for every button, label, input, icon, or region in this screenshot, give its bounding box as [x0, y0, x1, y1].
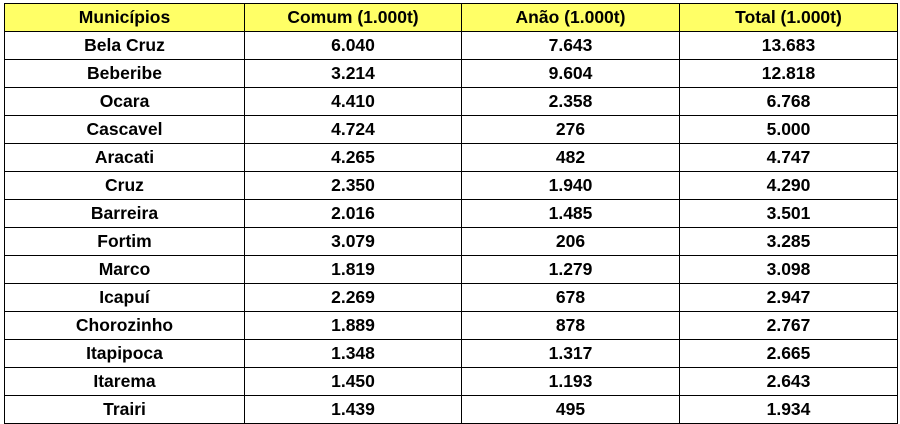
header-comum: Comum (1.000t)	[245, 4, 462, 32]
cell-comum: 4.410	[245, 88, 462, 116]
cell-municipio: Ocara	[5, 88, 245, 116]
cell-total: 1.934	[680, 396, 898, 424]
cell-comum: 3.079	[245, 228, 462, 256]
cell-total: 4.290	[680, 172, 898, 200]
cell-municipio: Trairi	[5, 396, 245, 424]
cell-total: 6.768	[680, 88, 898, 116]
cell-municipio: Beberibe	[5, 60, 245, 88]
cell-total: 3.285	[680, 228, 898, 256]
cell-total: 13.683	[680, 32, 898, 60]
table-row	[5, 340, 898, 368]
header-total: Total (1.000t)	[680, 4, 898, 32]
cell-anao: 495	[462, 396, 680, 424]
cell-municipio: Bela Cruz	[5, 32, 245, 60]
municipios-table	[4, 3, 898, 424]
table-row	[5, 312, 898, 340]
table-row	[5, 256, 898, 284]
cell-comum: 1.819	[245, 256, 462, 284]
cell-comum: 2.350	[245, 172, 462, 200]
cell-municipio: Chorozinho	[5, 312, 245, 340]
table-row	[5, 144, 898, 172]
cell-comum: 1.439	[245, 396, 462, 424]
cell-comum: 4.724	[245, 116, 462, 144]
cell-anao: 1.485	[462, 200, 680, 228]
cell-anao: 1.279	[462, 256, 680, 284]
cell-anao: 206	[462, 228, 680, 256]
table-row	[5, 200, 898, 228]
cell-total: 3.098	[680, 256, 898, 284]
cell-municipio: Itapipoca	[5, 340, 245, 368]
cell-comum: 3.214	[245, 60, 462, 88]
table-row	[5, 172, 898, 200]
header-anao: Anão (1.000t)	[462, 4, 680, 32]
cell-anao: 878	[462, 312, 680, 340]
cell-comum: 6.040	[245, 32, 462, 60]
table-row	[5, 284, 898, 312]
header-row	[5, 4, 898, 32]
cell-total: 3.501	[680, 200, 898, 228]
cell-comum: 2.269	[245, 284, 462, 312]
cell-anao: 1.317	[462, 340, 680, 368]
cell-municipio: Aracati	[5, 144, 245, 172]
cell-comum: 1.348	[245, 340, 462, 368]
cell-total: 2.947	[680, 284, 898, 312]
table-row	[5, 88, 898, 116]
cell-total: 2.665	[680, 340, 898, 368]
cell-municipio: Fortim	[5, 228, 245, 256]
table-row	[5, 368, 898, 396]
table-row	[5, 32, 898, 60]
cell-comum: 1.889	[245, 312, 462, 340]
cell-municipio: Barreira	[5, 200, 245, 228]
cell-comum: 4.265	[245, 144, 462, 172]
cell-anao: 678	[462, 284, 680, 312]
cell-anao: 1.940	[462, 172, 680, 200]
header-municipios: Municípios	[5, 4, 245, 32]
cell-comum: 1.450	[245, 368, 462, 396]
table-row	[5, 116, 898, 144]
cell-total: 2.767	[680, 312, 898, 340]
cell-anao: 2.358	[462, 88, 680, 116]
cell-municipio: Cruz	[5, 172, 245, 200]
cell-municipio: Marco	[5, 256, 245, 284]
cell-total: 5.000	[680, 116, 898, 144]
cell-anao: 1.193	[462, 368, 680, 396]
table-row	[5, 228, 898, 256]
cell-total: 4.747	[680, 144, 898, 172]
cell-anao: 482	[462, 144, 680, 172]
cell-municipio: Cascavel	[5, 116, 245, 144]
cell-municipio: Icapuí	[5, 284, 245, 312]
cell-comum: 2.016	[245, 200, 462, 228]
cell-anao: 7.643	[462, 32, 680, 60]
table-row	[5, 60, 898, 88]
cell-anao: 276	[462, 116, 680, 144]
cell-anao: 9.604	[462, 60, 680, 88]
cell-total: 2.643	[680, 368, 898, 396]
cell-total: 12.818	[680, 60, 898, 88]
cell-municipio: Itarema	[5, 368, 245, 396]
